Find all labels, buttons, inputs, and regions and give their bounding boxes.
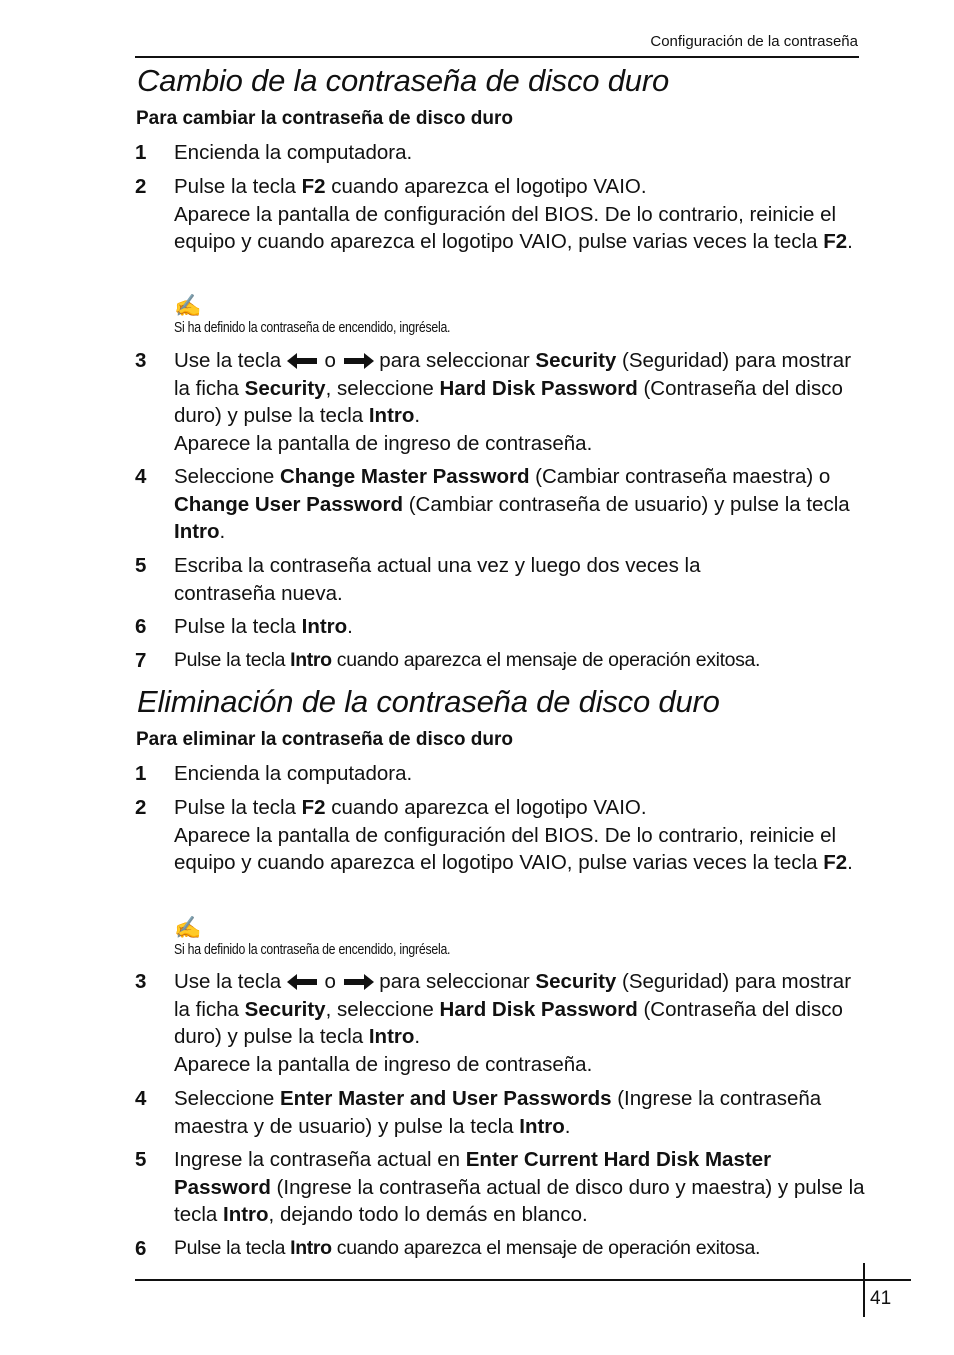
note-text: Si ha definido la contraseña de encendido, ingrésela. — [174, 319, 451, 336]
s2-step-3 — [135, 968, 865, 1078]
s2-step-1 — [135, 760, 865, 788]
step-number: 5 — [135, 1148, 147, 1171]
pen-note-icon: ✍ — [174, 293, 202, 318]
s2-note — [174, 917, 511, 958]
section2-title: Eliminación de la contraseña de disco duro — [137, 684, 720, 719]
left-arrow-key-icon — [287, 353, 319, 369]
step-number: 1 — [135, 141, 147, 164]
step-number: 4 — [135, 1087, 147, 1110]
top-rule — [135, 56, 859, 58]
step-number: 3 — [135, 349, 147, 372]
step-text: Use la tecla o para seleccionar Security (Seguridad) para mostrar la ficha Security, seleccione Hard Disk Password (Contraseña del disco duro) y pulse la tecla Intro. Aparece la pantalla de ingreso de contraseña. — [174, 970, 852, 1076]
page-number: 41 — [870, 1288, 892, 1309]
right-arrow-key-icon — [342, 974, 374, 990]
step-number: 4 — [135, 465, 147, 488]
bottom-rule — [135, 1279, 911, 1281]
page-number-divider — [863, 1263, 865, 1317]
step-number: 7 — [135, 649, 147, 672]
section1-subtitle: Para cambiar la contraseña de disco duro — [136, 108, 513, 129]
s1-step-1 — [135, 139, 865, 167]
s1-step-2 — [135, 173, 865, 256]
step-text: Encienda la computadora. — [174, 762, 413, 785]
pen-note-icon: ✍ — [174, 915, 202, 940]
s2-step-6 — [135, 1235, 865, 1263]
s1-step-5 — [135, 552, 865, 607]
s2-step-5 — [135, 1146, 865, 1229]
s1-step-4 — [135, 463, 865, 546]
step-number: 2 — [135, 796, 147, 819]
step-number: 3 — [135, 970, 147, 993]
step-text: Seleccione Change Master Password (Cambiar contraseña maestra) o Change User Password (Cambiar contraseña de usuario) y pulse la tecla Intro. — [174, 465, 850, 543]
s1-step-6 — [135, 613, 865, 641]
step-text: Pulse la tecla Intro cuando aparezca el mensaje de operación exitosa. — [174, 649, 761, 671]
section1-title: Cambio de la contraseña de disco duro — [137, 63, 669, 98]
step-text: Pulse la tecla F2 cuando aparezca el logotipo VAIO. Aparece la pantalla de configuración del BIOS. De lo contrario, reinicie el equipo y cuando aparezca el logotipo VAIO, pulse varias veces la tecla F2. — [174, 175, 853, 253]
step-number: 5 — [135, 554, 147, 577]
note-text: Si ha definido la contraseña de encendido, ingrésela. — [174, 941, 451, 958]
s1-step-7 — [135, 647, 865, 675]
s1-step-3 — [135, 347, 865, 457]
section2-subtitle: Para eliminar la contraseña de disco duro — [136, 729, 513, 750]
step-text: Encienda la computadora. — [174, 141, 413, 164]
step-text: Use la tecla o para seleccionar Security (Seguridad) para mostrar la ficha Security, seleccione Hard Disk Password (Contraseña del disco duro) y pulse la tecla Intro. Aparece la pantalla de ingreso de contraseña. — [174, 349, 852, 455]
step-number: 6 — [135, 615, 147, 638]
s1-note — [174, 295, 511, 336]
step-text: Seleccione Enter Master and User Passwords (Ingrese la contraseña maestra y de usuario) y pulse la tecla Intro. — [174, 1087, 822, 1138]
step-text: Pulse la tecla F2 cuando aparezca el logotipo VAIO. Aparece la pantalla de configuración del BIOS. De lo contrario, reinicie el equipo y cuando aparezca el logotipo VAIO, pulse varias veces la tecla F2. — [174, 796, 853, 874]
right-arrow-key-icon — [342, 353, 374, 369]
left-arrow-key-icon — [287, 974, 319, 990]
step-text: Ingrese la contraseña actual en Enter Current Hard Disk Master Password (Ingrese la contraseña actual de disco duro y maestra) y pulse la tecla Intro, dejando todo lo demás en blanco. — [174, 1148, 865, 1226]
s2-step-2 — [135, 794, 865, 877]
s2-step-4 — [135, 1085, 865, 1140]
step-text: Pulse la tecla Intro cuando aparezca el mensaje de operación exitosa. — [174, 1237, 761, 1259]
running-head: Configuración de la contraseña — [650, 33, 858, 50]
step-number: 6 — [135, 1237, 147, 1260]
step-number: 1 — [135, 762, 147, 785]
step-number: 2 — [135, 175, 147, 198]
step-text: Escriba la contraseña actual una vez y luego dos veces la contraseña nueva. — [174, 554, 701, 605]
step-text: Pulse la tecla Intro. — [174, 615, 353, 638]
